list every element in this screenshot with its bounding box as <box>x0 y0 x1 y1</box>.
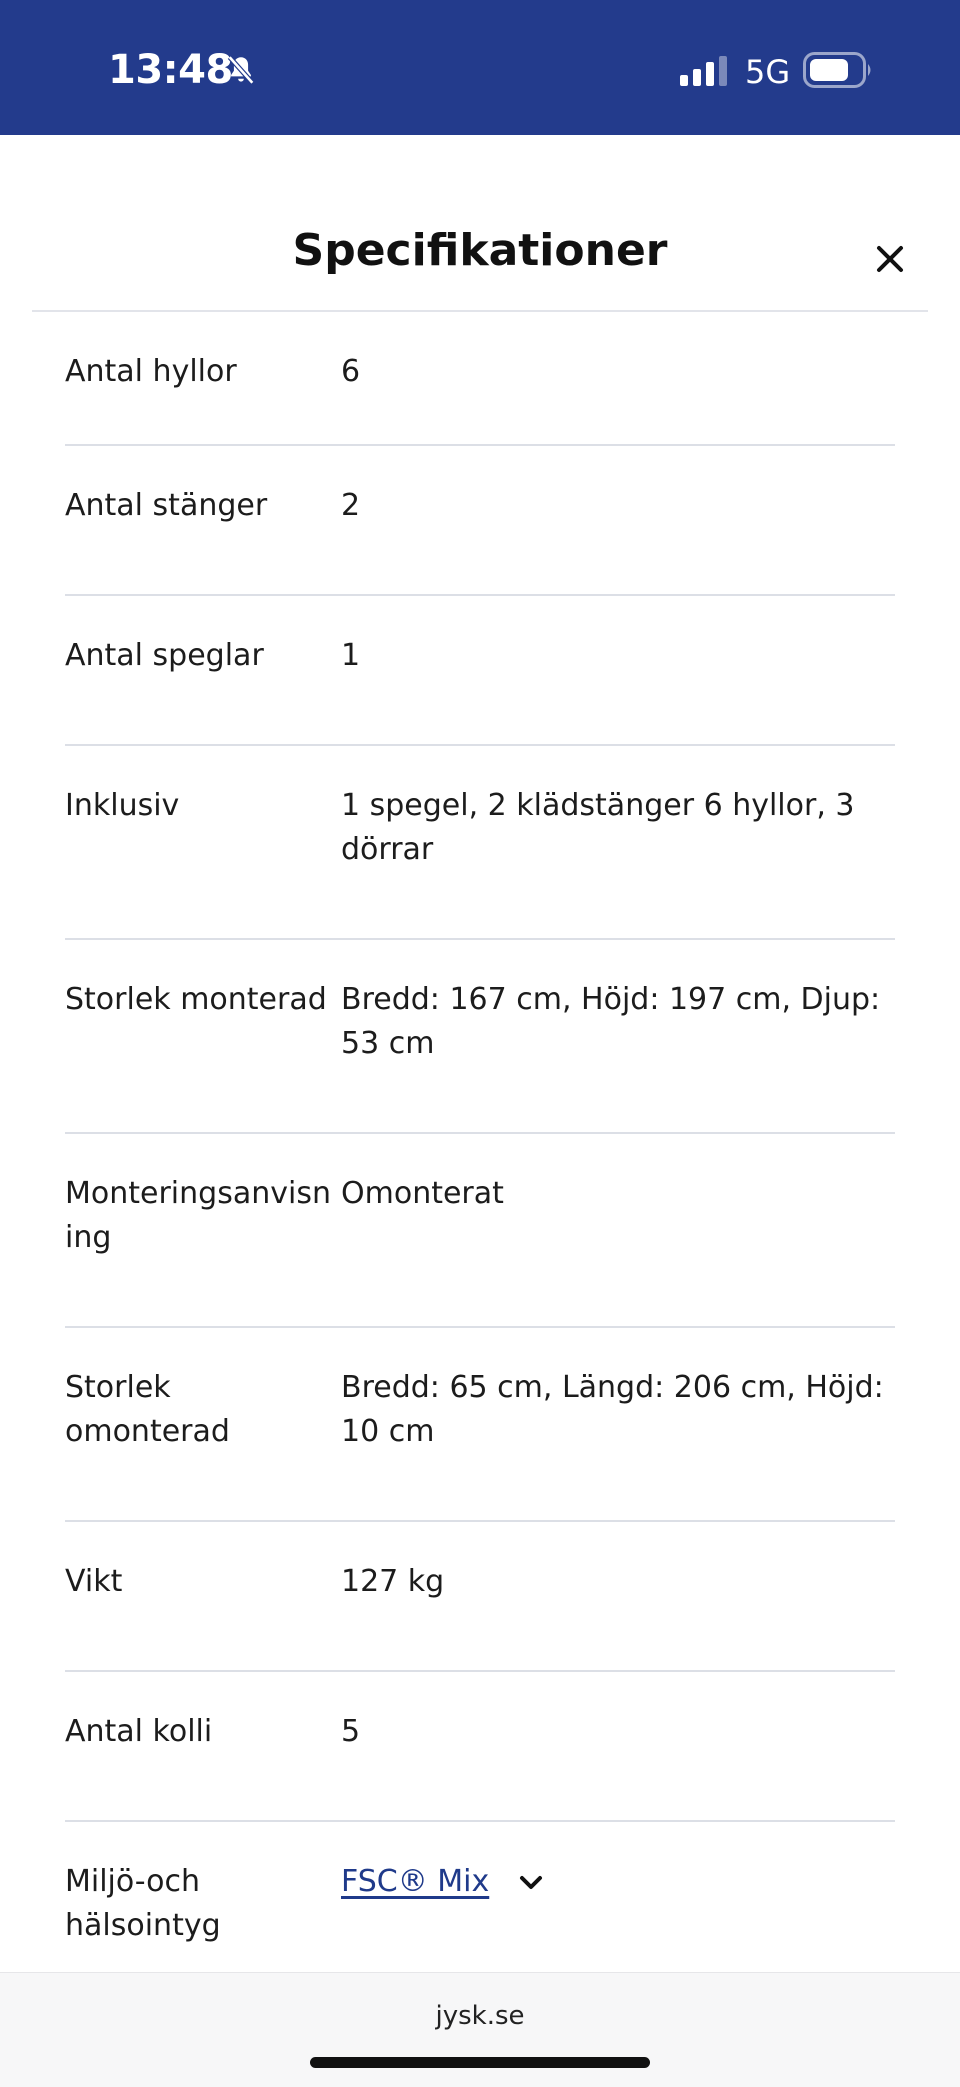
browser-bar <box>0 1972 960 2087</box>
spec-label: Antal stänger <box>65 488 268 523</box>
spec-row-monteringsanvisning <box>65 1134 895 1328</box>
bell-slash-icon <box>224 53 258 87</box>
modal-header <box>0 135 960 311</box>
spec-label: Storlek monterad <box>65 982 327 1017</box>
spec-value: 2 <box>341 488 361 523</box>
spec-value: 1 spegel, 2 klädstänger 6 hyllor, 3 dörrar <box>341 788 855 867</box>
spec-row-antal-hyllor <box>65 312 895 446</box>
spec-value: Bredd: 167 cm, Höjd: 197 cm, Djup: 53 cm <box>341 982 881 1061</box>
spec-label: Vikt <box>65 1564 123 1599</box>
status-time: 13:48 <box>108 47 233 93</box>
spec-row-storlek-monterad <box>65 940 895 1134</box>
signal-icon <box>680 56 728 86</box>
spec-row-miljo-och-halsointyg <box>65 1822 895 1972</box>
spec-row-inklusiv <box>65 746 895 940</box>
spec-row-storlek-omonterad <box>65 1328 895 1522</box>
spec-label: Miljö-och hälsointyg <box>65 1864 221 1943</box>
spec-label: Inklusiv <box>65 788 180 823</box>
fsc-mix-link[interactable]: FSC® Mix <box>341 1864 490 1899</box>
url-text[interactable]: jysk.se <box>435 2001 525 2031</box>
spec-value: 127 kg <box>341 1564 445 1599</box>
spec-label: Monteringsanvisning <box>65 1176 331 1255</box>
status-bar <box>0 0 960 135</box>
spec-label: Antal kolli <box>65 1714 213 1749</box>
spec-value: 5 <box>341 1714 361 1749</box>
spec-value: Bredd: 65 cm, Längd: 206 cm, Höjd: 10 cm <box>341 1370 884 1449</box>
spec-list[interactable] <box>0 312 960 1972</box>
spec-value: 6 <box>341 354 361 389</box>
network-type: 5G <box>745 53 791 91</box>
spec-value: 1 <box>341 638 361 673</box>
spec-label: Storlek omonterad <box>65 1370 230 1449</box>
spec-row-antal-stanger <box>65 446 895 596</box>
spec-value: Omonterat <box>341 1176 504 1211</box>
spec-row-antal-speglar <box>65 596 895 746</box>
chevron-down-icon[interactable] <box>517 1873 545 1893</box>
home-indicator[interactable] <box>310 2057 650 2068</box>
battery-icon <box>803 52 873 88</box>
modal-title: Specifikationer <box>292 225 668 276</box>
spec-label: Antal hyllor <box>65 354 237 389</box>
spec-row-antal-kolli <box>65 1672 895 1822</box>
spec-label: Antal speglar <box>65 638 264 673</box>
close-icon[interactable] <box>862 231 918 287</box>
spec-row-vikt <box>65 1522 895 1672</box>
spec-value <box>341 1860 895 1904</box>
